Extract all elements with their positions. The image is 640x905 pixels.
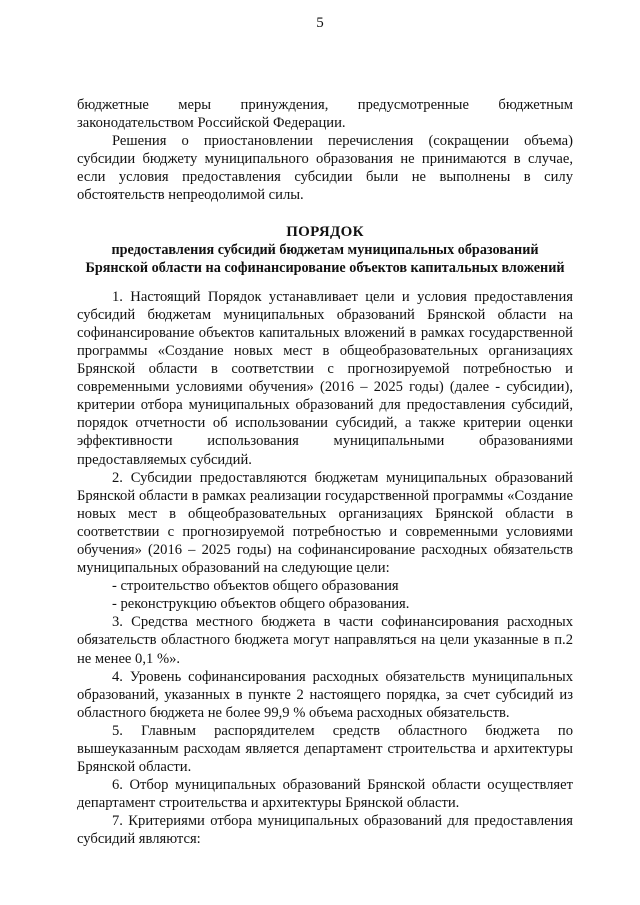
clause-2-goal-b: - реконструкцию объектов общего образования. bbox=[112, 596, 410, 613]
clause-7: 7. Критериями отбора муниципальных образований для предоставления субсидий являются: bbox=[77, 813, 573, 848]
document-title: ПОРЯДОК bbox=[286, 223, 364, 240]
page-content bbox=[77, 96, 573, 849]
clause-2: 2. Субсидии предоставляются бюджетам муниципальных образований Брянской области в рамках реализации государственной программы «Создание новых мест в общеобразовательных организациях Брянской области в соответствии с прогнозируемой потребностью и современными условиями обучения» (2016 – 2025 годы) на софинансирование расходных обязательств муниципальных образований на следующие цели: bbox=[77, 469, 573, 577]
clause-1: 1. Настоящий Порядок устанавливает цели и условия предоставления субсидий бюджетам муниципальных образований Брянской области на софинансирование объектов капитальных вложений в рамках государственной программы «Создание новых мест в общеобразовательных организациях Брянской области в соответствии с прогнозируемой потребностью и современными условиями обучения» (2016 – 2025 годы) (далее - субсидии), критерии отбора муниципальных образований для предоставления субсидий, порядок отчетности об использовании субсидий, а также критерии оценки эффективности использования муниципальными образованиями предоставляемых субсидий. bbox=[77, 288, 573, 468]
clause-6: 6. Отбор муниципальных образований Брянской области осуществляет департамент строительства и архитектуры Брянской области. bbox=[77, 777, 573, 812]
subtitle-line-2: Брянской области на софинансирование объектов капитальных вложений bbox=[85, 259, 565, 276]
clause-5: 5. Главным распорядителем средств областного бюджета по вышеуказанным расходам является департамент строительства и архитектуры Брянской области. bbox=[77, 722, 573, 776]
clause-3: 3. Средства местного бюджета в части софинансирования расходных обязательств областного бюджета могут направляться на цели указанные в п.2 не менее 0,1 %». bbox=[77, 614, 573, 667]
document-subtitle bbox=[77, 241, 573, 277]
page-number: 5 bbox=[316, 15, 324, 31]
intro-paragraph-2: Решения о приостановлении перечисления (сокращении объема) субсидии бюджету муниципального образования не принимаются в случае, если условия предоставления субсидии были не выполнены в силу обстоятельств непреодолимой силы. bbox=[77, 133, 573, 204]
intro-paragraph-1: бюджетные меры принуждения, предусмотренные бюджетным законодательством Российской Федерации. bbox=[77, 97, 573, 132]
clause-2-goal-a: - строительство объектов общего образования bbox=[112, 578, 399, 595]
subtitle-line-1: предоставления субсидий бюджетам муниципальных образований bbox=[111, 241, 539, 258]
clause-4: 4. Уровень софинансирования расходных обязательств муниципальных образований, указанных в пункте 2 настоящего порядка, за счет субсидий из областного бюджета не более 99,9 % объема расходных обязательств. bbox=[77, 668, 573, 721]
